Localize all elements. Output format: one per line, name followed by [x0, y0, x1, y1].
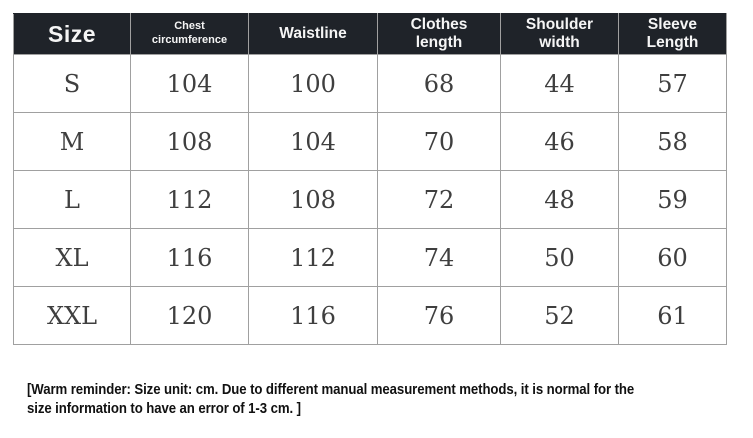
table-cell: 120	[131, 287, 249, 345]
column-header-clothes-length: Clothes length	[378, 14, 501, 55]
size-note	[27, 381, 717, 418]
table-cell: 116	[249, 287, 378, 345]
table-row-l	[14, 171, 727, 229]
table-cell: 70	[378, 113, 501, 171]
note-line-1: [Warm reminder: Size unit: cm. Due to different manual measurement methods, it is normal for the	[27, 381, 635, 398]
table-cell: 104	[131, 55, 249, 113]
table-cell: 100	[249, 55, 378, 113]
header-row	[14, 14, 727, 55]
table-row-s	[14, 55, 727, 113]
row-label-size: XL	[14, 229, 131, 287]
row-label-size: S	[14, 55, 131, 113]
table-cell: 44	[501, 55, 619, 113]
table-cell: 112	[249, 229, 378, 287]
column-header-sleeve-length: Sleeve Length	[619, 14, 727, 55]
table-cell: 104	[249, 113, 378, 171]
column-header-chest-circumference: Chest circumference	[131, 14, 249, 55]
table-cell: 116	[131, 229, 249, 287]
table-cell: 50	[501, 229, 619, 287]
table-cell: 68	[378, 55, 501, 113]
table-cell: 60	[619, 229, 727, 287]
table-row-xl	[14, 229, 727, 287]
table-cell: 76	[378, 287, 501, 345]
column-header-shoulder-width: Shoulder width	[501, 14, 619, 55]
table-cell: 59	[619, 171, 727, 229]
table-cell: 112	[131, 171, 249, 229]
table-cell: 46	[501, 113, 619, 171]
table-cell: 61	[619, 287, 727, 345]
row-label-size: XXL	[14, 287, 131, 345]
row-label-size: L	[14, 171, 131, 229]
table-cell: 57	[619, 55, 727, 113]
table-cell: 74	[378, 229, 501, 287]
table-row-m	[14, 113, 727, 171]
row-label-size: M	[14, 113, 131, 171]
column-header-size: Size	[14, 14, 131, 55]
table-cell: 72	[378, 171, 501, 229]
column-header-waistline: Waistline	[249, 14, 378, 55]
table-cell: 108	[131, 113, 249, 171]
table-cell: 108	[249, 171, 378, 229]
table-row-xxl	[14, 287, 727, 345]
note-line-2: size information to have an error of 1-3 cm. ]	[27, 399, 301, 417]
table-cell: 58	[619, 113, 727, 171]
table-cell: 48	[501, 171, 619, 229]
table-cell: 52	[501, 287, 619, 345]
size-chart-table	[13, 13, 727, 345]
